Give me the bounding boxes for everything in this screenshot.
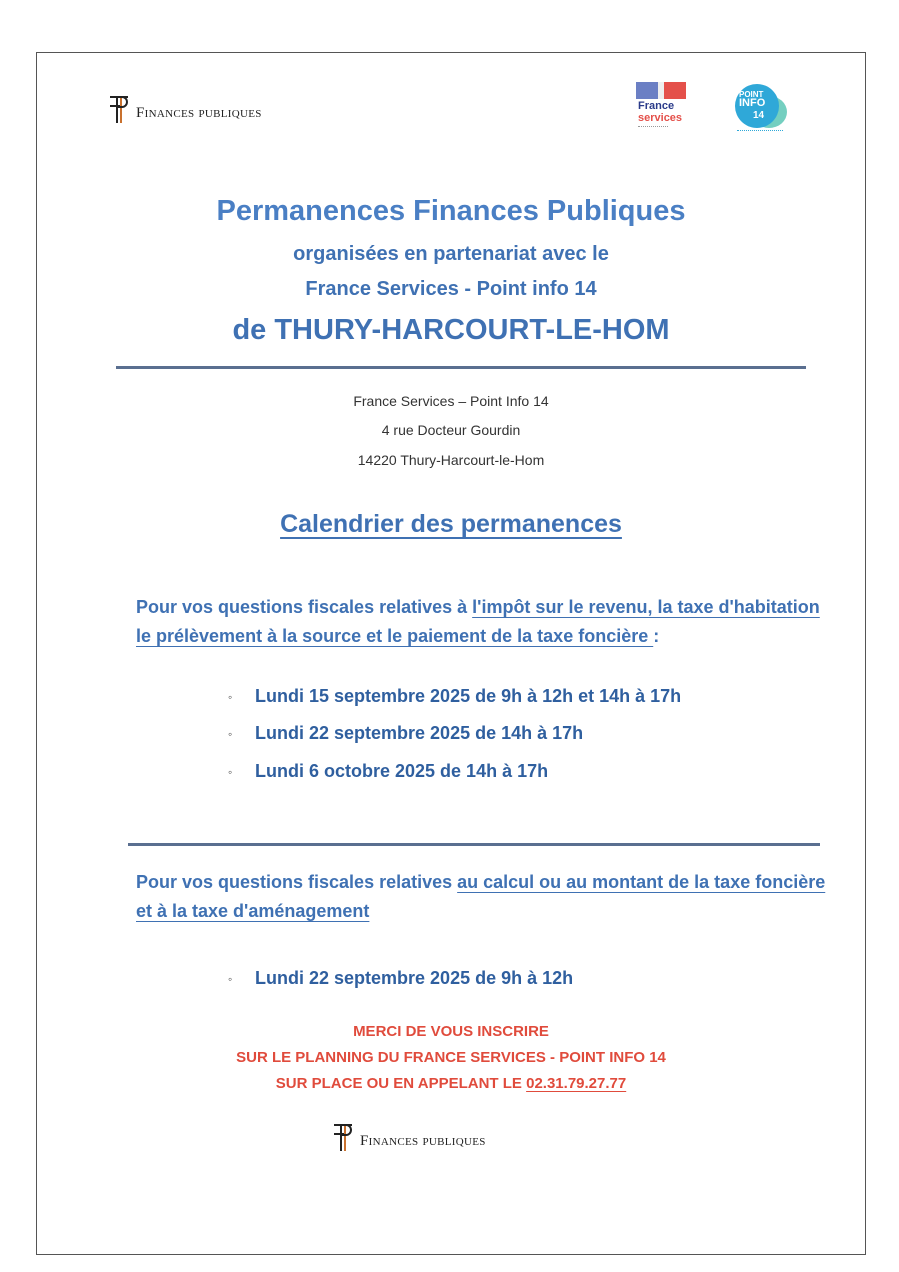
date-text: Lundi 6 octobre 2025 de 14h à 17h <box>255 761 549 781</box>
notice-line-1: MERCI DE VOUS INSCRIRE <box>353 1023 549 1040</box>
main-title: Permanences Finances Publiques <box>216 195 686 227</box>
section-1-intro-text: Pour vos questions fiscales relatives à <box>136 597 473 617</box>
divider <box>116 366 806 369</box>
address-line-1: France Services – Point Info 14 <box>353 393 549 409</box>
address-line-3: 14220 Thury-Harcourt-le-Hom <box>357 452 545 468</box>
france-services-text-2: services <box>638 112 683 124</box>
bullet-icon: ◦ <box>228 972 233 987</box>
subtitle-partner: France Services - Point info 14 <box>305 278 597 300</box>
point-info-text-3: 14 <box>753 110 765 121</box>
france-services-text-1: France <box>638 100 675 112</box>
section-2-intro <box>136 868 826 926</box>
notice-prefix: SUR PLACE OU EN APPELANT LE <box>275 1075 527 1092</box>
calendar-heading <box>36 510 866 539</box>
section-1-intro <box>136 593 826 651</box>
fp-emblem-icon <box>332 1120 354 1152</box>
list-item <box>228 723 583 744</box>
bullet-icon: ◦ <box>228 690 233 705</box>
location-title: de THURY-HARCOURT-LE-HOM <box>232 314 670 346</box>
point-info-text-2: INFO <box>739 97 766 109</box>
finances-publiques-logo <box>108 92 262 124</box>
notice-line-2: SUR LE PLANNING DU FRANCE SERVICES - POINT INFO 14 <box>236 1049 666 1066</box>
date-text: Lundi 22 septembre 2025 de 9h à 12h <box>255 968 574 988</box>
calendar-heading-text: Calendrier des permanences <box>280 510 622 538</box>
bullet-icon: ◦ <box>228 765 233 780</box>
finances-publiques-footer-logo <box>332 1120 486 1152</box>
notice-line-3 <box>36 1075 866 1092</box>
list-item <box>228 761 548 782</box>
date-text: Lundi 15 septembre 2025 de 9h à 12h et 14h à 17h <box>255 686 682 706</box>
date-text: Lundi 22 septembre 2025 de 14h à 17h <box>255 723 584 743</box>
point-info-text-1: POINT <box>739 90 764 99</box>
point-info-14-logo <box>733 82 791 142</box>
list-item <box>228 686 681 707</box>
section-2-intro-text: Pour vos questions fiscales relatives <box>136 872 458 892</box>
divider <box>128 843 820 846</box>
list-item <box>228 968 573 989</box>
subtitle-partnership: organisées en partenariat avec le <box>293 243 609 265</box>
fp-emblem-icon <box>108 92 130 124</box>
phone-number[interactable]: 02.31.79.27.77 <box>526 1075 627 1092</box>
france-services-logo <box>636 82 696 142</box>
section-1-topic: l'impôt sur le revenu, la taxe d'habitation le prélèvement à la source et le paiement de la taxe foncière <box>136 597 820 646</box>
french-flag-icon <box>636 82 686 99</box>
logo-text: Finances publiques <box>136 105 262 121</box>
section-1-colon: : <box>653 626 660 646</box>
address-line-2: 4 rue Docteur Gourdin <box>381 422 521 438</box>
section-2-topic: au calcul ou au montant de la taxe foncière et à la taxe d'aménagement <box>136 872 826 921</box>
bullet-icon: ◦ <box>228 727 233 742</box>
footer-logo-text: Finances publiques <box>360 1133 486 1149</box>
